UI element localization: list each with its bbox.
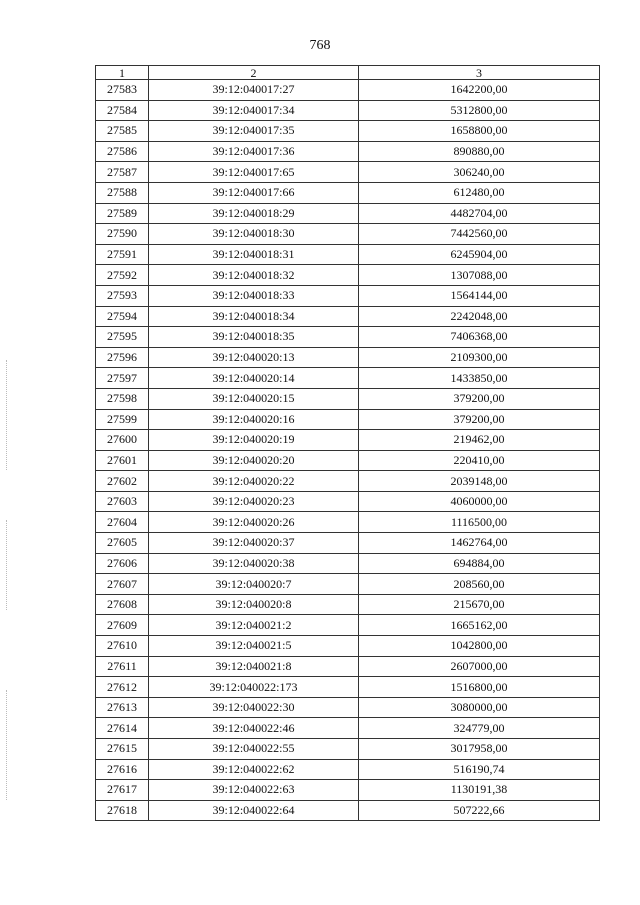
row-number-cell: 27586 xyxy=(96,141,149,162)
table-row xyxy=(96,80,600,101)
value-cell: 1433850,00 xyxy=(359,368,600,389)
cadastral-number-cell: 39:12:040018:29 xyxy=(149,203,359,224)
row-number-cell: 27593 xyxy=(96,285,149,306)
table-row xyxy=(96,265,600,286)
value-cell: 215670,00 xyxy=(359,594,600,615)
cadastral-number-cell: 39:12:040022:63 xyxy=(149,780,359,801)
table-row xyxy=(96,594,600,615)
column-header-3: 3 xyxy=(359,66,600,80)
value-cell: 1042800,00 xyxy=(359,636,600,657)
cadastral-number-cell: 39:12:040020:13 xyxy=(149,347,359,368)
value-cell: 220410,00 xyxy=(359,450,600,471)
value-cell: 208560,00 xyxy=(359,574,600,595)
value-cell: 7442560,00 xyxy=(359,224,600,245)
cadastral-number-cell: 39:12:040017:35 xyxy=(149,121,359,142)
cadastral-number-cell: 39:12:040017:65 xyxy=(149,162,359,183)
value-cell: 1516800,00 xyxy=(359,677,600,698)
row-number-cell: 27616 xyxy=(96,759,149,780)
cadastral-number-cell: 39:12:040020:7 xyxy=(149,574,359,595)
value-cell: 324779,00 xyxy=(359,718,600,739)
table-row xyxy=(96,656,600,677)
cadastral-number-cell: 39:12:040020:16 xyxy=(149,409,359,430)
value-cell: 1665162,00 xyxy=(359,615,600,636)
row-number-cell: 27617 xyxy=(96,780,149,801)
table-row xyxy=(96,327,600,348)
table-row xyxy=(96,224,600,245)
value-cell: 1642200,00 xyxy=(359,80,600,101)
value-cell: 1564144,00 xyxy=(359,285,600,306)
table-row xyxy=(96,100,600,121)
cadastral-number-cell: 39:12:040017:66 xyxy=(149,182,359,203)
cadastral-number-cell: 39:12:040017:36 xyxy=(149,141,359,162)
table-body xyxy=(96,80,600,821)
value-cell: 2039148,00 xyxy=(359,471,600,492)
value-cell: 6245904,00 xyxy=(359,244,600,265)
value-cell: 694884,00 xyxy=(359,553,600,574)
row-number-cell: 27598 xyxy=(96,388,149,409)
table-row xyxy=(96,203,600,224)
value-cell: 516190,74 xyxy=(359,759,600,780)
row-number-cell: 27602 xyxy=(96,471,149,492)
value-cell: 4060000,00 xyxy=(359,491,600,512)
row-number-cell: 27618 xyxy=(96,800,149,821)
value-cell: 5312800,00 xyxy=(359,100,600,121)
scan-margin-line xyxy=(6,360,8,470)
cadastral-number-cell: 39:12:040018:32 xyxy=(149,265,359,286)
row-number-cell: 27610 xyxy=(96,636,149,657)
table-row xyxy=(96,677,600,698)
value-cell: 890880,00 xyxy=(359,141,600,162)
cadastral-number-cell: 39:12:040022:46 xyxy=(149,718,359,739)
row-number-cell: 27584 xyxy=(96,100,149,121)
cadastral-number-cell: 39:12:040021:5 xyxy=(149,636,359,657)
row-number-cell: 27600 xyxy=(96,430,149,451)
row-number-cell: 27612 xyxy=(96,677,149,698)
cadastral-number-cell: 39:12:040022:62 xyxy=(149,759,359,780)
cadastral-number-cell: 39:12:040021:8 xyxy=(149,656,359,677)
row-number-cell: 27604 xyxy=(96,512,149,533)
cadastral-number-cell: 39:12:040022:30 xyxy=(149,697,359,718)
value-cell: 379200,00 xyxy=(359,388,600,409)
value-cell: 4482704,00 xyxy=(359,203,600,224)
row-number-cell: 27595 xyxy=(96,327,149,348)
table-row xyxy=(96,121,600,142)
table-header-row xyxy=(96,66,600,80)
table-row xyxy=(96,533,600,554)
row-number-cell: 27606 xyxy=(96,553,149,574)
cadastral-number-cell: 39:12:040018:30 xyxy=(149,224,359,245)
value-cell: 612480,00 xyxy=(359,182,600,203)
cadastral-number-cell: 39:12:040020:38 xyxy=(149,553,359,574)
value-cell: 2607000,00 xyxy=(359,656,600,677)
column-header-2: 2 xyxy=(149,66,359,80)
page-number: 768 xyxy=(309,38,331,53)
value-cell: 3080000,00 xyxy=(359,697,600,718)
value-cell: 7406368,00 xyxy=(359,327,600,348)
value-cell: 306240,00 xyxy=(359,162,600,183)
table-row xyxy=(96,244,600,265)
cadastral-number-cell: 39:12:040022:173 xyxy=(149,677,359,698)
cadastral-number-cell: 39:12:040018:35 xyxy=(149,327,359,348)
cadastral-number-cell: 39:12:040020:14 xyxy=(149,368,359,389)
table-row xyxy=(96,759,600,780)
table-row xyxy=(96,141,600,162)
value-cell: 3017958,00 xyxy=(359,739,600,760)
value-cell: 1307088,00 xyxy=(359,265,600,286)
row-number-cell: 27613 xyxy=(96,697,149,718)
table-row xyxy=(96,368,600,389)
table-row xyxy=(96,739,600,760)
table-row xyxy=(96,780,600,801)
row-number-cell: 27609 xyxy=(96,615,149,636)
cadastral-number-cell: 39:12:040021:2 xyxy=(149,615,359,636)
table-row xyxy=(96,553,600,574)
row-number-cell: 27603 xyxy=(96,491,149,512)
cadastral-number-cell: 39:12:040018:34 xyxy=(149,306,359,327)
table-row xyxy=(96,450,600,471)
row-number-cell: 27592 xyxy=(96,265,149,286)
table-row xyxy=(96,347,600,368)
row-number-cell: 27588 xyxy=(96,182,149,203)
table-row xyxy=(96,285,600,306)
table-row xyxy=(96,182,600,203)
table-row xyxy=(96,512,600,533)
value-cell: 2242048,00 xyxy=(359,306,600,327)
value-cell: 219462,00 xyxy=(359,430,600,451)
row-number-cell: 27596 xyxy=(96,347,149,368)
row-number-cell: 27601 xyxy=(96,450,149,471)
table-row xyxy=(96,306,600,327)
scan-margin-line xyxy=(6,520,8,610)
cadastral-number-cell: 39:12:040020:22 xyxy=(149,471,359,492)
table-row xyxy=(96,574,600,595)
table-row xyxy=(96,162,600,183)
value-cell: 1130191,38 xyxy=(359,780,600,801)
cadastral-number-cell: 39:12:040020:20 xyxy=(149,450,359,471)
cadastral-number-cell: 39:12:040020:15 xyxy=(149,388,359,409)
row-number-cell: 27599 xyxy=(96,409,149,430)
row-number-cell: 27607 xyxy=(96,574,149,595)
row-number-cell: 27605 xyxy=(96,533,149,554)
row-number-cell: 27590 xyxy=(96,224,149,245)
row-number-cell: 27589 xyxy=(96,203,149,224)
table-row xyxy=(96,388,600,409)
row-number-cell: 27611 xyxy=(96,656,149,677)
table-row xyxy=(96,697,600,718)
table-row xyxy=(96,718,600,739)
value-cell: 379200,00 xyxy=(359,409,600,430)
table-row xyxy=(96,409,600,430)
cadastral-number-cell: 39:12:040020:23 xyxy=(149,491,359,512)
table-row xyxy=(96,800,600,821)
row-number-cell: 27608 xyxy=(96,594,149,615)
row-number-cell: 27591 xyxy=(96,244,149,265)
value-cell: 507222,66 xyxy=(359,800,600,821)
row-number-cell: 27614 xyxy=(96,718,149,739)
row-number-cell: 27594 xyxy=(96,306,149,327)
cadastral-number-cell: 39:12:040017:27 xyxy=(149,80,359,101)
cadastral-number-cell: 39:12:040018:33 xyxy=(149,285,359,306)
cadastral-number-cell: 39:12:040020:19 xyxy=(149,430,359,451)
cadastral-number-cell: 39:12:040022:55 xyxy=(149,739,359,760)
cadastral-number-cell: 39:12:040018:31 xyxy=(149,244,359,265)
table-row xyxy=(96,471,600,492)
value-cell: 1116500,00 xyxy=(359,512,600,533)
data-table xyxy=(95,65,600,821)
cadastral-number-cell: 39:12:040022:64 xyxy=(149,800,359,821)
cadastral-number-cell: 39:12:040017:34 xyxy=(149,100,359,121)
value-cell: 2109300,00 xyxy=(359,347,600,368)
column-header-1: 1 xyxy=(96,66,149,80)
cadastral-number-cell: 39:12:040020:37 xyxy=(149,533,359,554)
cadastral-number-cell: 39:12:040020:26 xyxy=(149,512,359,533)
table-row xyxy=(96,636,600,657)
row-number-cell: 27583 xyxy=(96,80,149,101)
table-row xyxy=(96,491,600,512)
row-number-cell: 27587 xyxy=(96,162,149,183)
value-cell: 1462764,00 xyxy=(359,533,600,554)
value-cell: 1658800,00 xyxy=(359,121,600,142)
table-row xyxy=(96,615,600,636)
cadastral-number-cell: 39:12:040020:8 xyxy=(149,594,359,615)
row-number-cell: 27615 xyxy=(96,739,149,760)
table-row xyxy=(96,430,600,451)
row-number-cell: 27597 xyxy=(96,368,149,389)
row-number-cell: 27585 xyxy=(96,121,149,142)
scan-margin-line xyxy=(6,690,8,800)
